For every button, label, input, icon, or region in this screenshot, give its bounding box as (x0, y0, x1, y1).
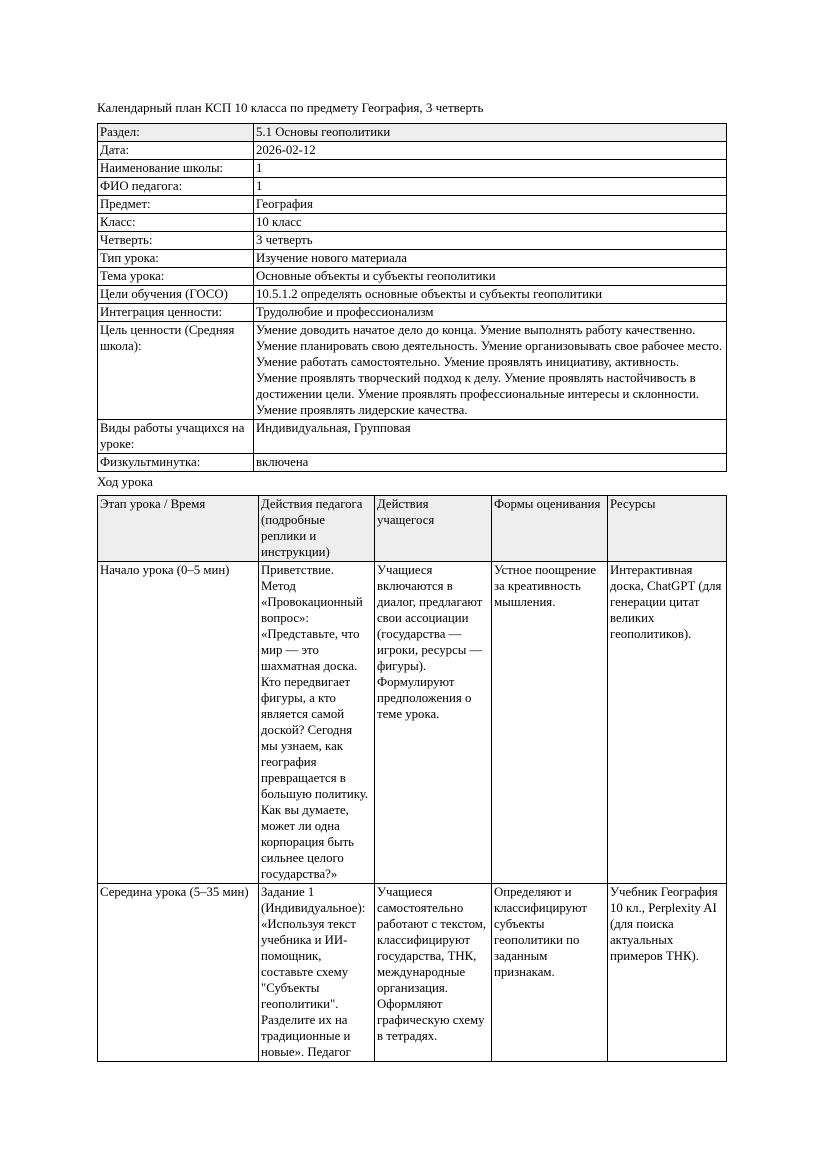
info-row (98, 196, 727, 214)
flow-row (98, 562, 727, 884)
info-row (98, 160, 727, 178)
info-row (98, 250, 727, 268)
info-row (98, 232, 727, 250)
info-value-cell: География (254, 196, 727, 214)
info-label-cell: Класс: (98, 214, 254, 232)
info-value-cell: 5.1 Основы геополитики (254, 124, 727, 142)
info-label-cell: Интеграция ценности: (98, 304, 254, 322)
info-label-cell: Предмет: (98, 196, 254, 214)
student-actions-cell: Учащиеся включаются в диалог, предлагают свои ассоциации (государства — игроки, ресурсы — фигуры). Формулируют предположения о теме урока. (375, 562, 492, 884)
info-row (98, 420, 727, 454)
teacher-actions-cell: Приветствие. Метод «Провокационный вопрос»: «Представьте, что мир — это шахматная доска. Кто передвигает фигуры, а кто является самой доской? Сегодня мы узнаем, как география превращается в большую политику. Как вы думаете, может ли одна корпорация быть сильнее целого государства?» (259, 562, 375, 884)
info-value-cell: 3 четверть (254, 232, 727, 250)
info-value-cell: включена (254, 454, 727, 472)
assessment-cell: Определяют и классифицируют субъекты геополитики по заданным признакам. (492, 884, 608, 1062)
info-label-cell: Тип урока: (98, 250, 254, 268)
info-label-cell: Наименование школы: (98, 160, 254, 178)
resources-cell: Интерактивная доска, ChatGPT (для генерации цитат великих геополитиков). (608, 562, 727, 884)
document-title: Календарный план КСП 10 класса по предмету География, 3 четверть (97, 100, 484, 115)
info-row (98, 322, 727, 420)
stage-cell: Середина урока (5–35 мин) (98, 884, 259, 1062)
info-value-cell: 1 (254, 160, 727, 178)
info-label-cell: ФИО педагога: (98, 178, 254, 196)
student-actions-cell: Учащиеся самостоятельно работают с текстом, классифицируют государства, ТНК, международные организация. Оформляют графическую схему в тетрадях. (375, 884, 492, 1062)
info-value-cell: 10.5.1.2 определять основные объекты и субъекты геополитики (254, 286, 727, 304)
flow-header-stage: Этап урока / Время (98, 496, 259, 562)
info-label-cell: Цели обучения (ГОСО) (98, 286, 254, 304)
info-row (98, 142, 727, 160)
flow-header-resources: Ресурсы (608, 496, 727, 562)
stage-cell: Начало урока (0–5 мин) (98, 562, 259, 884)
info-row (98, 454, 727, 472)
info-value-cell: Основные объекты и субъекты геополитики (254, 268, 727, 286)
info-row (98, 304, 727, 322)
info-label-cell: Дата: (98, 142, 254, 160)
info-value-cell: Индивидуальная, Групповая (254, 420, 727, 454)
info-label-cell: Цель ценности (Средняя школа): (98, 322, 254, 420)
info-row (98, 178, 727, 196)
info-value-cell: 1 (254, 178, 727, 196)
flow-header-student: Действия учащегося (375, 496, 492, 562)
info-label-cell: Четверть: (98, 232, 254, 250)
lesson-flow-table (97, 495, 727, 1062)
assessment-cell: Устное поощрение за креативность мышления. (492, 562, 608, 884)
info-row (98, 268, 727, 286)
info-value-cell: 10 класс (254, 214, 727, 232)
info-value-cell: Трудолюбие и профессионализм (254, 304, 727, 322)
info-row (98, 286, 727, 304)
info-value-cell: Изучение нового материала (254, 250, 727, 268)
info-row (98, 214, 727, 232)
info-label-cell: Тема урока: (98, 268, 254, 286)
info-label-cell: Физкультминутка: (98, 454, 254, 472)
info-value-cell: 2026-02-12 (254, 142, 727, 160)
flow-header-assessment: Формы оценивания (492, 496, 608, 562)
flow-header-teacher: Действия педагога (подробные реплики и инструкции) (259, 496, 375, 562)
info-value-cell: Умение доводить начатое дело до конца. Умение выполнять работу качественно. Умение планировать свою деятельность. Умение организовывать свое рабочее место. Умение работать самостоятельно. Умение проявлять инициативу, активность. Умение проявлять творческий подход к делу. Умение проявлять настойчивость в достижении цели. Умение проявлять профессиональные интересы и склонности. Умение проявлять лидерские качества. (254, 322, 727, 420)
info-row (98, 124, 727, 142)
info-label-cell: Виды работы учащихся на уроке: (98, 420, 254, 454)
flow-header-row (98, 496, 727, 562)
section-heading: Ход урока (97, 474, 153, 489)
teacher-actions-cell: Задание 1 (Индивидуальное): «Используя текст учебника и ИИ-помощник, составьте схему "Субъекты геополитики". Разделите их на традиционные и новые». Педагог (259, 884, 375, 1062)
info-label-cell: Раздел: (98, 124, 254, 142)
flow-row (98, 884, 727, 1062)
resources-cell: Учебник География 10 кл., Perplexity AI (для поиска актуальных примеров ТНК). (608, 884, 727, 1062)
lesson-info-table (97, 123, 727, 472)
